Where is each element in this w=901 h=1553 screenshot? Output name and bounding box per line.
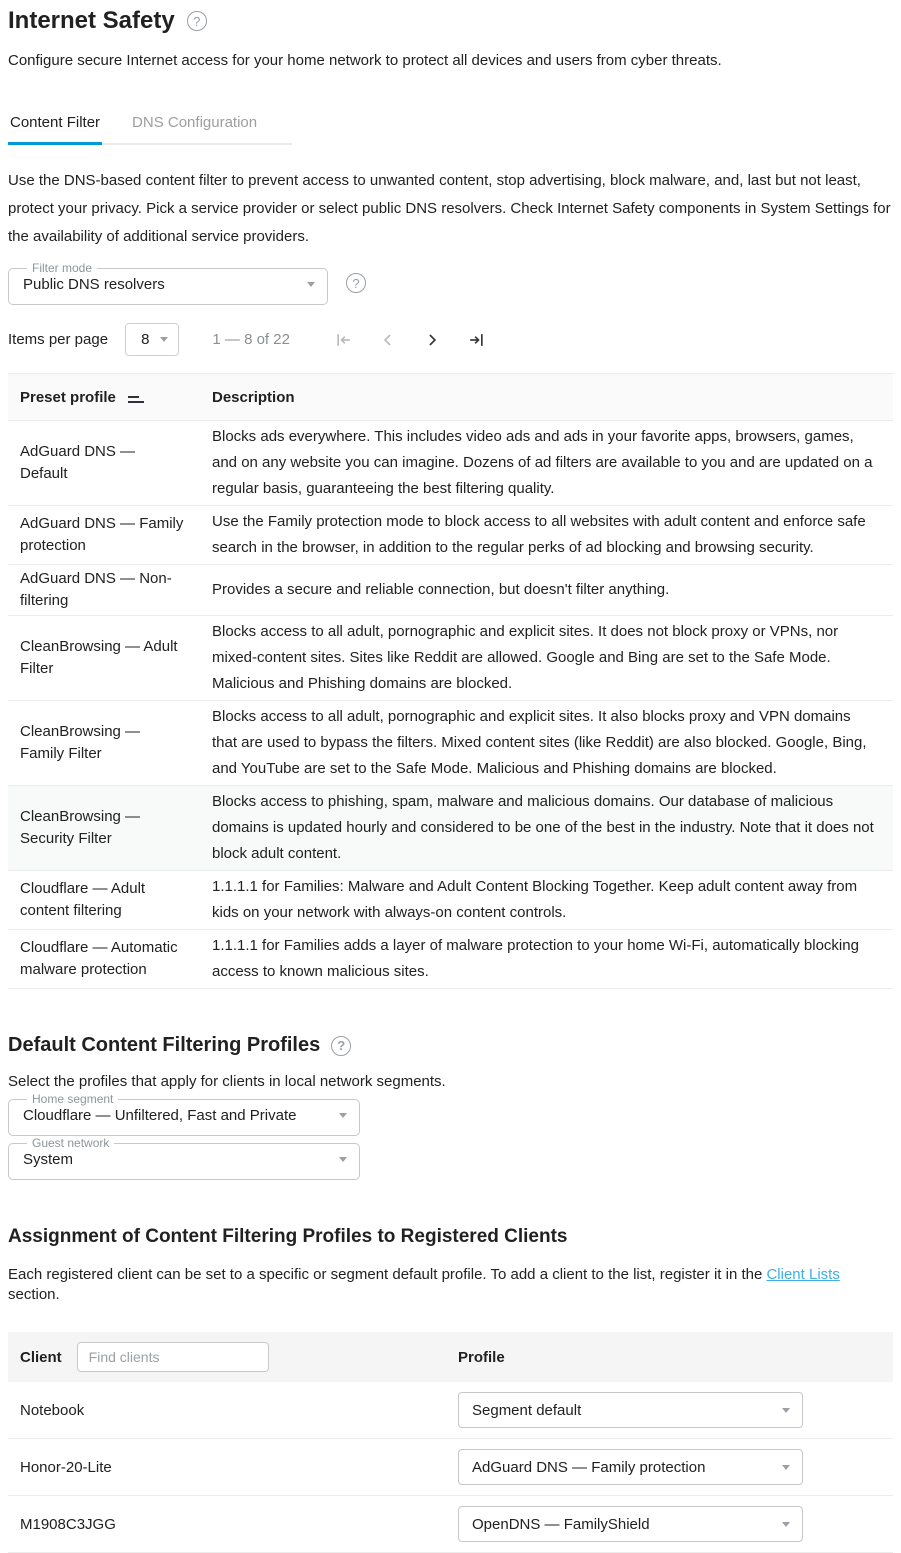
profile-select-value: OpenDNS — FamilyShield [472, 1515, 650, 1533]
search-input[interactable] [77, 1342, 269, 1372]
table-row [8, 930, 893, 989]
pagination-bar [8, 323, 893, 356]
preset-profile-description: Blocks access to all adult, pornographic and explicit sites. It does not block proxy or VPNs, nor mixed-content sites. Sites like Reddit are allowed. Google and Bing are set to the Safe Mode. Malicious and Phishing domains are blocked. [212, 623, 839, 692]
profile-select[interactable] [458, 1506, 803, 1542]
table-row [8, 616, 893, 701]
chevron-down-icon [782, 1465, 790, 1470]
table-row [8, 565, 893, 616]
content-filter-description: Use the DNS-based content filter to prevent access to unwanted content, stop advertising, block malware, and, last but not least, protect your privacy. Pick a service provider or select public DNS resolvers. Check Internet Safety components in System Settings for the availability of additional service providers. [8, 172, 891, 245]
filter-mode-help-icon[interactable]: ? [346, 273, 366, 293]
table-header-row [8, 373, 893, 421]
preset-profile-description: Provides a secure and reliable connection, but doesn't filter anything. [212, 581, 670, 598]
items-per-page-label: Items per page [8, 331, 109, 348]
home-segment-value: Cloudflare — Unfiltered, Fast and Private [23, 1107, 297, 1124]
table-row [8, 786, 893, 871]
preset-profile-description: 1.1.1.1 for Families adds a layer of malware protection to your home Wi-Fi, automatically blocking access to known malicious sites. [212, 937, 859, 980]
chevron-down-icon [339, 1157, 347, 1162]
next-page-button[interactable] [420, 328, 444, 352]
tab-bar [8, 106, 292, 145]
preset-profile-column-header[interactable] [8, 389, 200, 406]
table-row [8, 1439, 893, 1496]
chevron-down-icon [307, 282, 315, 287]
chevron-left-icon [378, 330, 398, 350]
client-name: Notebook [20, 1401, 85, 1419]
assignment-description [8, 1265, 893, 1305]
preset-profile-name: Cloudflare — Automatic malware protection [20, 939, 178, 978]
profile-select[interactable] [458, 1392, 803, 1428]
clients-table [8, 1332, 893, 1553]
preset-profile-name: AdGuard DNS — Default [20, 443, 136, 482]
client-name: M1908C3JGG [20, 1515, 116, 1533]
home-segment-select[interactable] [8, 1092, 360, 1136]
page-header [8, 6, 893, 36]
preset-profile-name: CleanBrowsing — Security Filter [20, 808, 141, 847]
filter-mode-select[interactable] [8, 261, 328, 305]
default-profiles-heading-row [8, 1034, 893, 1057]
client-name: Honor-20-Lite [20, 1458, 112, 1476]
table-row [8, 421, 893, 506]
items-per-page-value: 8 [141, 331, 150, 348]
chevron-down-icon [782, 1522, 790, 1527]
table-row [8, 1496, 893, 1553]
clients-table-header-row [8, 1332, 893, 1382]
client-lists-link[interactable]: Client Lists [766, 1266, 840, 1283]
assignment-description-before: Each registered client can be set to a specific or segment default profile. To add a client to the list, register it in the [8, 1266, 767, 1283]
guest-network-label: Guest network [32, 1136, 110, 1150]
preset-profile-description: Use the Family protection mode to block access to all websites with adult content and enforce safe search in the browser, in addition to the regular perks of ad blocking and browsing security. [212, 513, 866, 556]
pagination-range: 1 — 8 of 22 [212, 331, 290, 348]
tab-content-filter[interactable]: Content Filter [8, 106, 102, 143]
filter-mode-row [8, 261, 893, 305]
default-profiles-help-icon[interactable]: ? [331, 1036, 351, 1056]
profile-select-value: AdGuard DNS — Family protection [472, 1458, 706, 1476]
table-row [8, 1382, 893, 1439]
profile-select[interactable] [458, 1449, 803, 1485]
profile-column-header: Profile [458, 1348, 505, 1366]
preset-profile-description: Blocks access to all adult, pornographic and explicit sites. It also blocks proxy and VPN domains that are used to bypass the filters. Mixed content sites (like Reddit) are also blocked. Google, Bing, and YouTube are set to the Safe Mode. Malicious and Phishing domains are blocked. [212, 708, 867, 777]
filter-mode-label: Filter mode [32, 261, 93, 275]
chevron-down-icon [339, 1113, 347, 1118]
page-title: Internet Safety [8, 7, 175, 34]
first-page-icon [334, 330, 354, 350]
last-page-button[interactable] [464, 328, 488, 352]
items-per-page-select[interactable] [125, 323, 179, 356]
preset-profile-header-label: Preset profile [20, 388, 116, 406]
previous-page-button[interactable] [376, 328, 400, 352]
chevron-down-icon [160, 337, 168, 342]
assignment-title: Assignment of Content Filtering Profiles to Registered Clients [8, 1226, 568, 1247]
description-column-header: Description [212, 388, 295, 406]
preset-profiles-table [8, 373, 893, 989]
tab-dns-configuration[interactable]: DNS Configuration [132, 114, 258, 131]
first-page-button[interactable] [332, 328, 356, 352]
guest-network-value: System [23, 1151, 74, 1168]
pagination-nav [332, 328, 488, 352]
table-row [8, 701, 893, 786]
table-row [8, 506, 893, 565]
sort-icon[interactable] [128, 392, 144, 403]
filter-mode-value: Public DNS resolvers [23, 276, 165, 293]
default-profiles-description: Select the profiles that apply for clients in local network segments. [8, 1073, 446, 1090]
help-icon[interactable]: ? [187, 11, 207, 31]
preset-profile-description: Blocks access to phishing, spam, malware and malicious domains. Our database of malicious domains is updated hourly and considered to be one of the best in the industry. Note that it does not block adult content. [212, 793, 874, 862]
table-row [8, 871, 893, 930]
preset-profile-description: Blocks ads everywhere. This includes video ads and ads in your favorite apps, browsers, games, and on any website you can imagine. Dozens of ad filters are available to you and are updated on a regular basis, guaranteeing the best filtering quality. [212, 428, 873, 497]
client-column-header: Client [20, 1348, 62, 1366]
preset-profile-description: 1.1.1.1 for Families: Malware and Adult Content Blocking Together. Keep adult content away from kids on your network with always-on content controls. [212, 878, 858, 921]
assignment-description-after: section. [8, 1286, 60, 1303]
page-intro: Configure secure Internet access for your home network to protect all devices and users from cyber threats. [8, 52, 722, 69]
preset-profile-name: AdGuard DNS — Non-filtering [20, 570, 172, 609]
last-page-icon [466, 330, 486, 350]
guest-network-select[interactable] [8, 1136, 360, 1180]
preset-profile-name: CleanBrowsing — Family Filter [20, 723, 141, 762]
profile-select-value: Segment default [472, 1401, 582, 1419]
preset-profile-name: AdGuard DNS — Family protection [20, 515, 184, 554]
home-segment-label: Home segment [32, 1092, 114, 1106]
preset-profile-name: Cloudflare — Adult content filtering [20, 880, 146, 919]
default-profiles-title: Default Content Filtering Profiles [8, 1034, 321, 1056]
chevron-down-icon [782, 1408, 790, 1413]
chevron-right-icon [422, 330, 442, 350]
preset-profile-name: CleanBrowsing — Adult Filter [20, 638, 178, 677]
